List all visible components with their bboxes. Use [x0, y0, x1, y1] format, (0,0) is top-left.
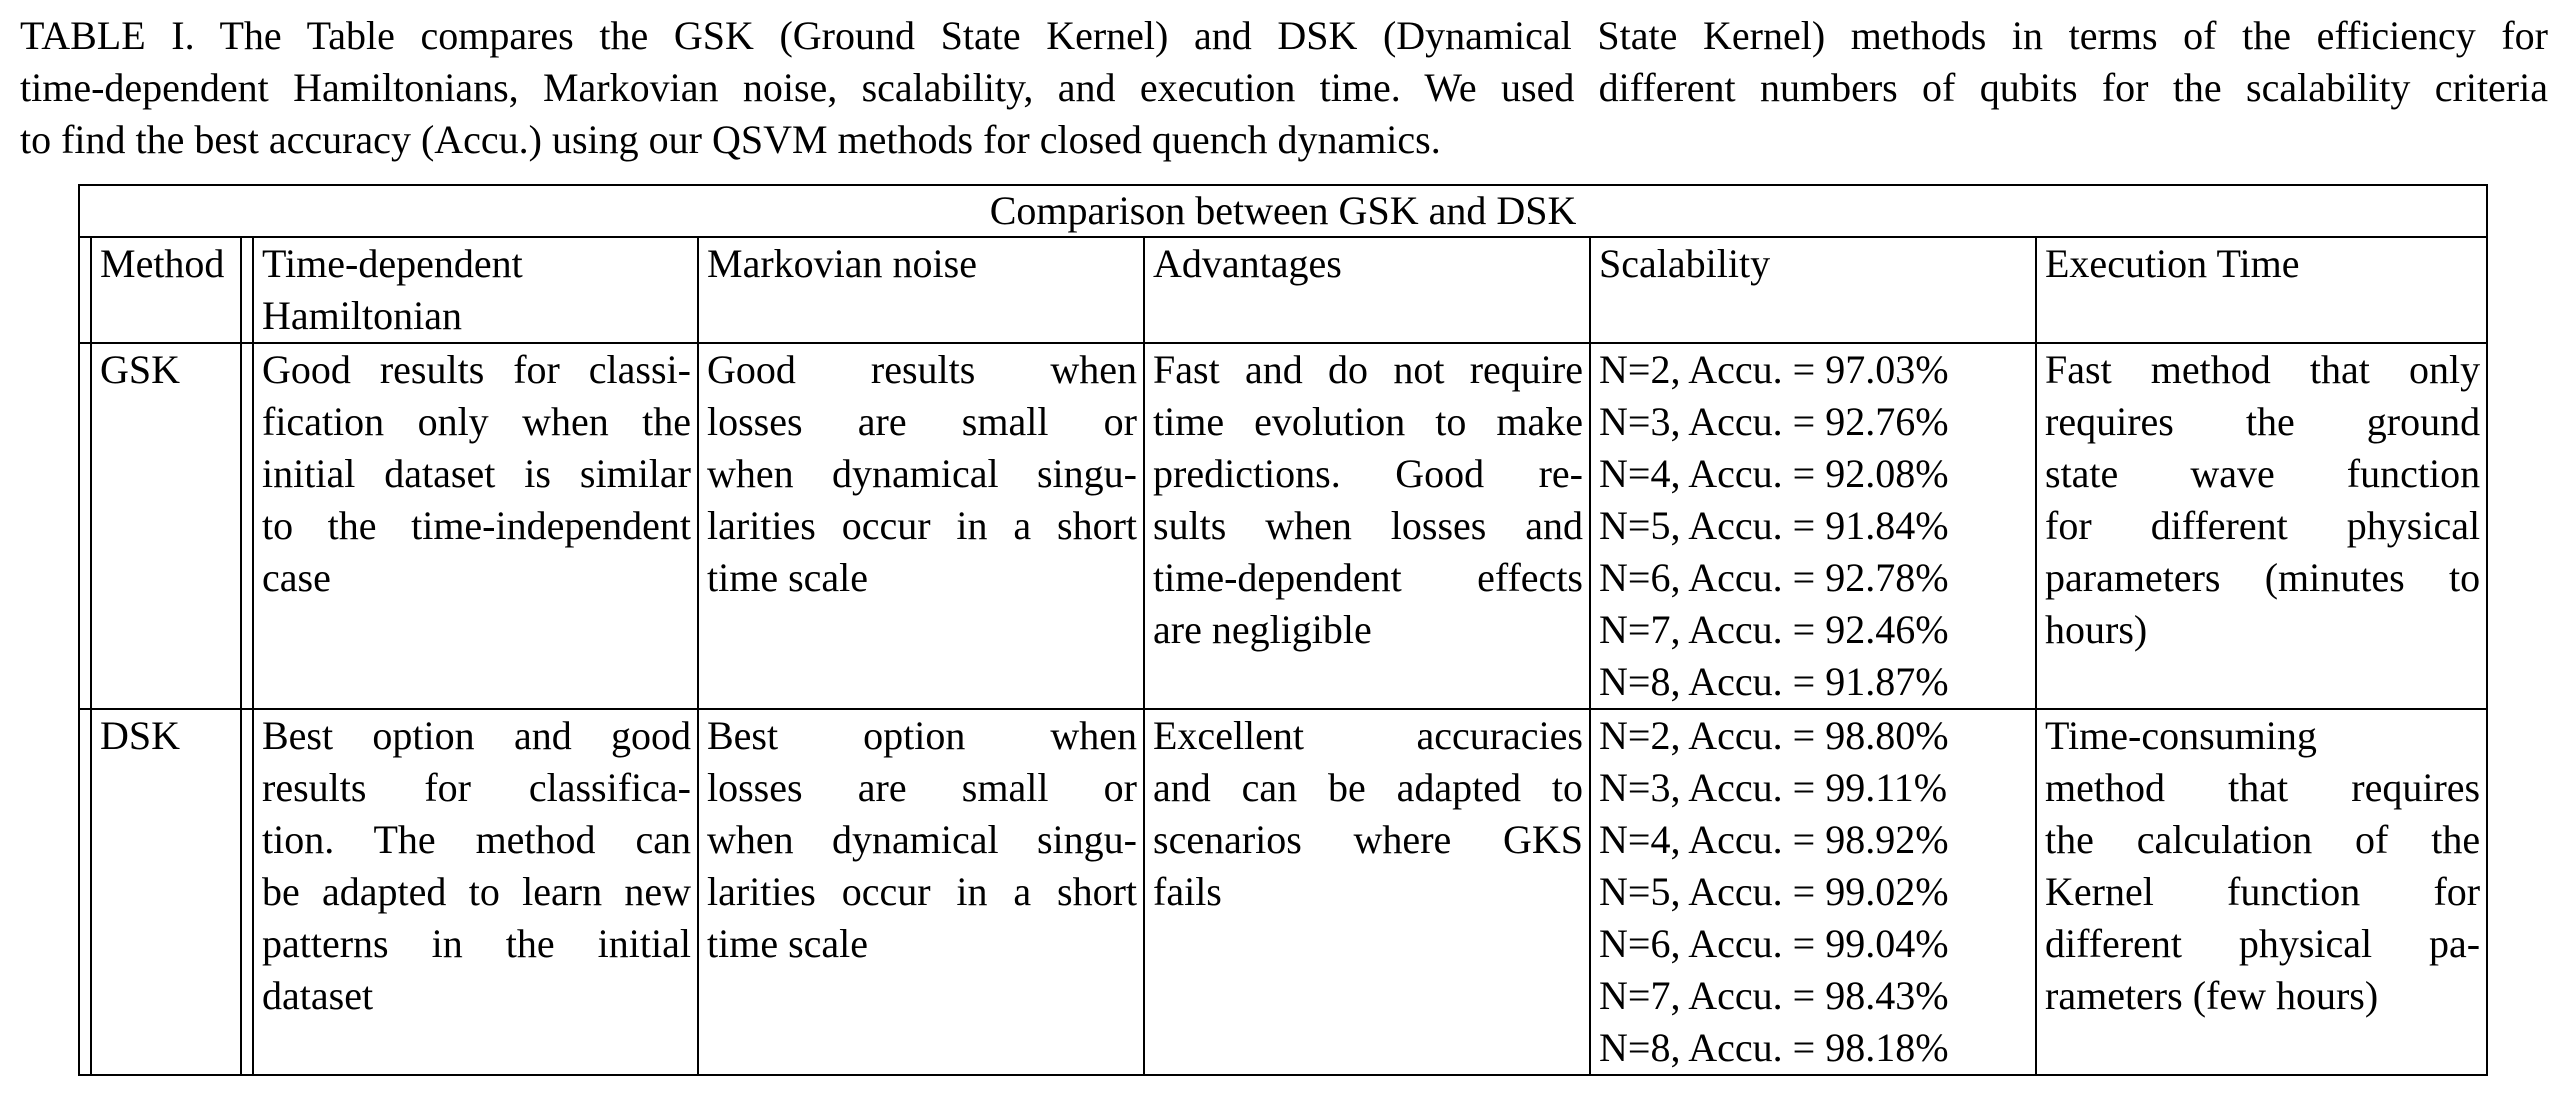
method-rule	[241, 237, 253, 343]
table-title: Comparison between GSK and DSK	[79, 185, 2487, 237]
comparison-table	[78, 184, 2488, 1076]
comparison-table-container	[78, 184, 2486, 1076]
header-row	[79, 237, 2487, 343]
table-row-gsk	[79, 343, 2487, 709]
advantages-cell: Fast and do not require time evolution to make predictions. Good re- sults when losses and time-dependent effects are negligible	[1144, 343, 1590, 709]
header-execution-time: Execution Time	[2036, 237, 2487, 343]
execution-time-cell: Fast method that only requires the ground state wave function for different physical parameters (minutes to hours)	[2036, 343, 2487, 709]
header-scalability: Scalability	[1590, 237, 2036, 343]
scalability-cell: N=2, Accu. = 97.03% N=3, Accu. = 92.76% N=4, Accu. = 92.08% N=5, Accu. = 91.84% N=6, Accu. = 92.78% N=7, Accu. = 92.46% N=8, Accu. = 91.87%	[1590, 343, 2036, 709]
method-cell: GSK	[91, 343, 241, 709]
time-dependent-cell: Best option and good results for classifica- tion. The method can be adapted to learn new patterns in the initial dataset	[253, 709, 698, 1075]
execution-time-cell: Time-consuming method that requires the calculation of the Kernel function for different physical pa- rameters (few hours)	[2036, 709, 2487, 1075]
header-advantages: Advantages	[1144, 237, 1590, 343]
method-cell: DSK	[91, 709, 241, 1075]
caption-line: TABLE I. The Table compares the GSK (Ground State Kernel) and DSK (Dynamical State Kernel) methods in terms of the efficiency for	[20, 13, 2548, 58]
advantages-cell: Excellent accuracies and can be adapted to scenarios where GKS fails	[1144, 709, 1590, 1075]
header-time-dependent: Time-dependent Hamiltonian	[253, 237, 698, 343]
caption-line: time-dependent Hamiltonians, Markovian noise, scalability, and execution time. We used different numbers of qubits for the scalability criteria	[20, 65, 2548, 110]
table-row-dsk	[79, 709, 2487, 1075]
markovian-cell: Good results when losses are small or when dynamical singu- larities occur in a short time scale	[698, 343, 1144, 709]
header-method: Method	[91, 237, 241, 343]
header-markovian: Markovian noise	[698, 237, 1144, 343]
left-rule	[79, 237, 91, 343]
time-dependent-cell: Good results for classi- fication only when the initial dataset is similar to the time-independent case	[253, 343, 698, 709]
caption-line: to find the best accuracy (Accu.) using our QSVM methods for closed quench dynamics.	[20, 117, 1441, 162]
table-caption	[20, 10, 2548, 166]
scalability-cell: N=2, Accu. = 98.80% N=3, Accu. = 99.11% N=4, Accu. = 98.92% N=5, Accu. = 99.02% N=6, Accu. = 99.04% N=7, Accu. = 98.43% N=8, Accu. = 98.18%	[1590, 709, 2036, 1075]
markovian-cell: Best option when losses are small or when dynamical singu- larities occur in a short time scale	[698, 709, 1144, 1075]
